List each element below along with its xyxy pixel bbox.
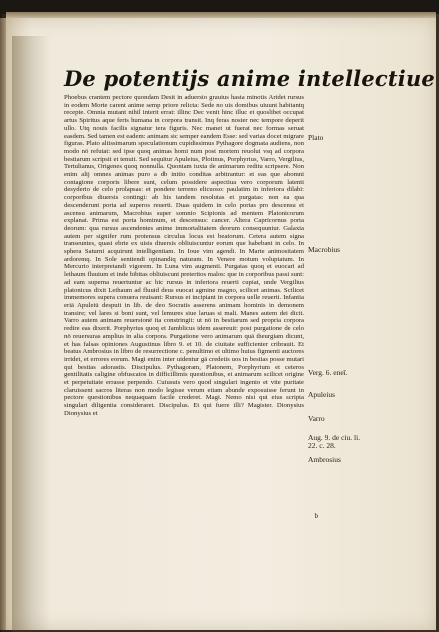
spine-shadow [12,36,50,632]
margin-notes [308,94,368,514]
margin-note-vergil: Verg. 6. eneī. [308,368,348,377]
margin-note-plato: Plato [308,133,324,142]
margin-note-augustine: Aug. 9. de ciu. li. 22. c. 28. [308,433,361,450]
margin-note-macrobius: Macrobius [308,245,341,254]
body-text [64,94,304,516]
page-title: De potentijs anime intellectiue [64,66,435,91]
signature-mark: b [314,512,318,520]
body-paragraph: Phoebus crantem pectore quondam Desit in aduersio grauius hasta minotis Aridet rursus in eodem Morte carent anime semp priore relicta: Sede no uis domibus uiuunt habitantq recepte. Omnia mutant nihil interit errat: illinc Dec venit hinc illuc et quoslibet occupat artus Spiritus aque feris humana in corpora transit. Inq feras noster nec tempore deperit ullo. Utq nouis facilis signatur tera figuris. Nec manet ut fuerat nec formas seruat easdem. Sed tamen est eadem: animam sic semper eandem Esse: sed varias docet migrare figuras. Plato altissimarum speculationum cupidissimus Pythagore dogmata audiens, non modo nō refutat: sed ipse quoq animas homi num post mortem reuolui vsq ad corpora bestiarum scripsit et tenuit. Sed sequitur Apuleius, Plotinus, Porphyrius, Varro, Vergilius, Tertulianus, Origenes quoq nonnulla. Quoniam iuxta de animarum reditu scripsere. Non enim alij omnes animas puro a db initio conditas arbitrantur: et eas que abomni contagione corporis libere sunt, celum possidere aspectiua vero corporum latenti desyderio de celo prolapsas: et pondere terreno elicuoso: paulatim in inferiora dilabi: corporibus diuersis contingi: ab his tandem resolutas et purgatas: non ea qua descenderunt porta ad superos reuerti. Duas quidem in celo portas pro descensu et ascensu animarum, Macrobius super somnio Scipionis ad mentem Platonicorum explanat. Prima est porta hominum, et descensus: cancer. Altera Capricornus porta deorum: qua rursus ascendentes anime immortalitatem deorum consequuntur. Galaxia autem per signifer rum protensus circulus locus est beatorum. Cetera autem signa transeuntes, quasi ebrie ex uisis diuersis obliuiscuntur eorum que habebant in celo. In sphera Saturni acquirunt intelligentiam. In Ioue vim agendi. In Marte animositatem ardoremq. In Sole sentiendi opinandiq naturam. In Venere motum voluptatum. In Mercurio interpretandi vigorem. In Luna vim augmenti. Purgatas quoq et euocari ad lethaum fluuium et inde bibitas obliuiscunt preteritos malos: que in corporibus passi sunt: ad eam superna reuertuntur ac hic rursus in inferiora reuerti cupiat, unde Vergilius platonicus dixit Lethaum ad fluuid deus euocat agmine magno, scilicet animas. Scilicet immemores supera conuera reuisant: Rursus et incipiant in corpora uelle reuerti. Infantia eriā Apuleiū despuit in lib. de deo Socratis asserens animam hominis in demonem transire; vel lares si boni sunt, vel lemures siue laruas si mali. Manes autem dei dicit. Varro autem animam reuersionē ita constringit: ut nō in bestiarum sed propria corpora redire eas dixerit. Porphyrius quoq et Jamblicus idem assereuit: post purgatione de celo nō reuersuras amplius in alia corpora. Purgatione vero animarum quā theurgiam dicunt, et has falsas opiniones Augustinus libro 9. et 10. de ciuitate sufficienter cribrauit. Et beatus Ambrosius in libro de resurrectione c. penultimo et ultimo huius figmenti auctores irridet, et errores eorum. Magi enim inter uidentur gā credetis uos in bestias posse mutari qui bestias adorastis. Discipulus. Pythagoram, Platonem, Porphyrium et ceteros gentilitatis caligine obfuscatos in difficillimis questionibus, et animarum scilicet origine et perpetuitate errasse perpendo. Cuiusuis vero quod singulari ingenio et vite puritate claruissent sacros literas non modo legisse verum etiam abunde exposuisse ferunt in pectore questionibus nequaquam facile crederet. Magi. Nemo nisi qui eius scripta singulari diligentia consideraret. Discipulus. Et qui fuere illi? Magister. Dionysius Dionysius et [64,94,304,417]
margin-note-ambrosius: Ambrosius [308,455,341,464]
margin-note-apuleius: Apuleius [308,390,336,399]
margin-note-varro: Varro [308,414,325,423]
